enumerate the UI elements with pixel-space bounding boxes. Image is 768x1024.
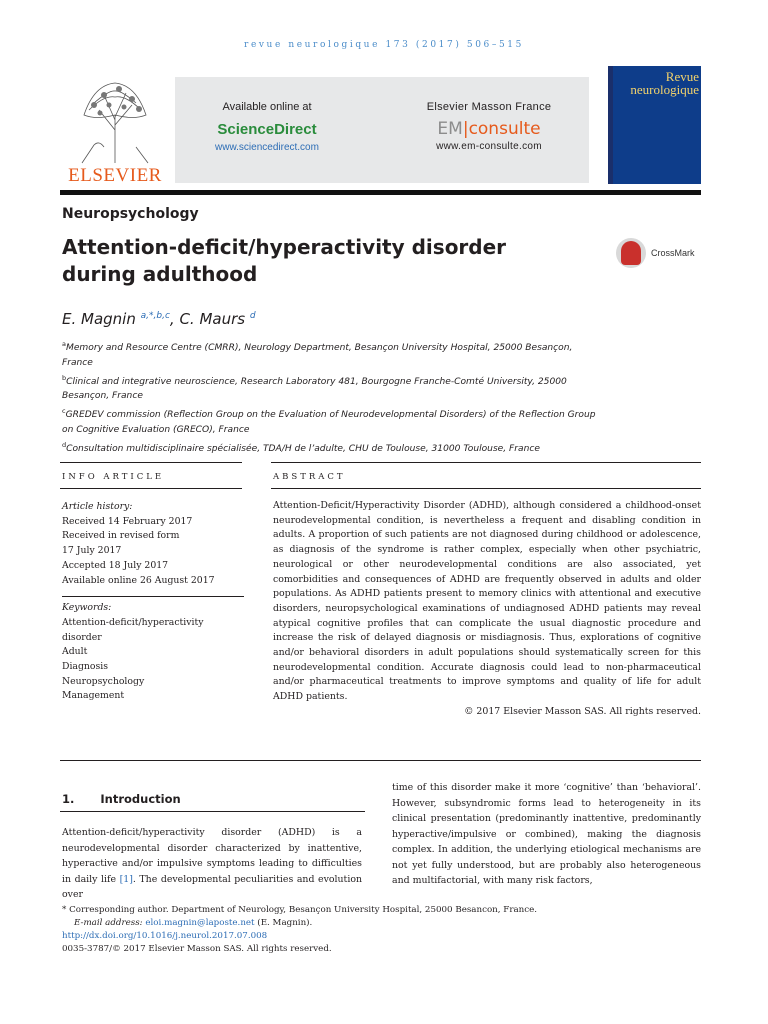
running-head: revue neurologique 173 (2017) 506–515 [244, 40, 524, 50]
history-item: Available online 26 August 2017 [62, 574, 215, 586]
doi-link[interactable]: http://dx.doi.org/10.1016/j.neurol.2017.07.008 [62, 931, 268, 941]
email-note: E-mail address: eloi.magnin@laposte.net (E. Magnin). [74, 918, 313, 928]
corresponding-author-note: * Corresponding author. Department of Neurology, Besançon University Hospital, 25000 Besancon, France. [62, 905, 538, 915]
cover-spine [608, 66, 613, 184]
citation-link[interactable]: [1] [119, 873, 133, 885]
history-label: Article history: [62, 501, 133, 512]
abstract [273, 499, 701, 720]
emconsulte-link[interactable]: www.em-consulte.com [436, 141, 542, 152]
issn-line: 0035-3787/© 2017 Elsevier Masson SAS. All rights reserved. [62, 944, 332, 954]
affiliation-item: $^d$Consultation multidisciplinaire spécialisée, TDA/H de l’adulte, CHU de Toulouse, 31000 Toulouse, France [62, 440, 540, 454]
author-name: E. Magnin [62, 310, 136, 328]
em-publisher-label: Elsevier Masson France [426, 101, 552, 113]
info-heading: INFO ARTICLE [62, 472, 165, 482]
info-rule-bottom [60, 488, 242, 489]
affiliations [62, 337, 602, 457]
affiliation-item: $^c$GREDEV commission (Reflection Group on the Evaluation of Neurodevelopmental Disorders) of the Reflection Group on Cognitive Evaluation (GRECO), France [62, 407, 596, 436]
article-section: Neuropsychology [62, 206, 199, 222]
history-item: Received in revised form [62, 530, 180, 542]
intro-paragraph-right: time of this disorder make it more ‘cognitive’ than ‘behavioral’. However, subsyndromic forms lead to heterogeneity in its clinical presentation (predominantly inattentive, predominantly hyperactive/impulsive or combined), making the diagnosis complex. In addition, the underlying etiological mechanisms are not yet fully understood, but are probably also heterogeneous and multifactorial, with many risk factors, [392, 782, 701, 886]
author-affiliation-marks[interactable]: a,*,b,c [140, 311, 170, 321]
abstract-copyright: © 2017 Elsevier Masson SAS. All rights reserved. [464, 705, 701, 717]
history-item: Accepted 18 July 2017 [62, 559, 169, 571]
author-name: C. Maurs [179, 310, 246, 328]
crossmark-label: CrossMark [651, 248, 695, 258]
article-title: Attention-deficit/hyperactivity disorder during adulthood [62, 235, 507, 286]
email-link[interactable]: eloi.magnin@laposte.net [145, 918, 255, 928]
article-info [62, 500, 242, 704]
sciencedirect-block[interactable] [175, 101, 359, 153]
keyword: disorder [62, 631, 102, 643]
footnotes [62, 904, 662, 956]
intro-heading: 1. Introduction [62, 792, 181, 806]
abstract-heading: ABSTRACT [273, 472, 346, 482]
sd-available-label: Available online at [222, 101, 312, 113]
journal-banner [175, 77, 589, 183]
intro-heading-rule [60, 811, 365, 812]
abstract-rule-bottom [271, 488, 701, 489]
header-rule [60, 190, 701, 195]
crossmark-icon [616, 238, 646, 268]
keyword: Neuropsychology [62, 675, 145, 687]
keyword: Adult [62, 646, 88, 658]
keyword: Management [62, 690, 125, 702]
info-rule-top [60, 462, 242, 463]
keyword: Attention-deficit/hyperactivity [62, 616, 204, 628]
sciencedirect-logo[interactable]: ScienceDirect [217, 121, 317, 138]
emconsulte-logo[interactable]: EM|consulte [437, 119, 541, 139]
keyword: Diagnosis [62, 661, 109, 673]
intro-paragraph-left: Attention-deficit/hyperactivity disorder (ADHD) is a neurodevelopmental disorder characterized by inattentive, hyperactive and/or impulsive symptoms leading to difficulties in daily life [1]. The developmental peculiarities and evolution over [62, 827, 362, 900]
history-item: 17 July 2017 [62, 545, 122, 557]
journal-cover-thumbnail[interactable] [608, 66, 701, 184]
keywords-label: Keywords: [62, 602, 112, 614]
info-divider [62, 596, 244, 597]
sciencedirect-link[interactable]: www.sciencedirect.com [215, 142, 319, 153]
affiliation-item: $^b$Clinical and integrative neuroscience, Research Laboratory 481, Bourgogne Franche-Comté University, 25000 Besançon, France [62, 373, 567, 402]
history-item: Received 14 February 2017 [62, 515, 193, 527]
abstract-text: Attention-Deficit/Hyperactivity Disorder (ADHD), although considered a childhood-onset neurodevelopmental condition, is nevertheless a frequent and disabling condition in adults. A proportion of such patients are not diagnosed during childhood or adolescence, as diagnosis of the syndrome is rather complex, especially when other psychiatric, neurological or other neurodevelopmental conditions are also associated, yet comorbidities and consequences of ADHD are frequently observed in adults and older populations. As ADHD patients present to memory clinics with attentional and executive disorders, neuropsychological examinations of undiagnosed ADHD patients may reveal atypical cognitive profiles that can complicate the usual diagnostic procedure and increase the risk of delayed diagnosis or misdiagnosis. Thus, explorations of cognitive and/or behavioral disorders in adult populations should systematically screen for this neurodevelopmental condition. Accurate diagnosis could lead to non-pharmaceutical and/or pharmaceutical treatments to improve symptoms and quality of life for adult ADHD patients. [273, 500, 701, 703]
author-line: E. Magnin $^{a,*,b,c}$, C. Maurs $^d$ [62, 310, 256, 328]
cover-title: Revue neurologique [630, 69, 699, 97]
elsevier-wordmark: ELSEVIER [68, 165, 162, 186]
emconsulte-block[interactable] [399, 101, 579, 152]
elsevier-logo[interactable] [60, 75, 170, 185]
author-affiliation-marks[interactable]: d [249, 311, 256, 321]
affiliation-item: $^a$Memory and Resource Centre (CMRR), Neurology Department, Besançon University Hospital, 25000 Besançon, France [62, 340, 573, 368]
abstract-end-rule [60, 760, 701, 761]
crossmark-badge[interactable] [616, 236, 706, 272]
abstract-rule-top [271, 462, 701, 463]
elsevier-tree-icon [74, 75, 156, 165]
